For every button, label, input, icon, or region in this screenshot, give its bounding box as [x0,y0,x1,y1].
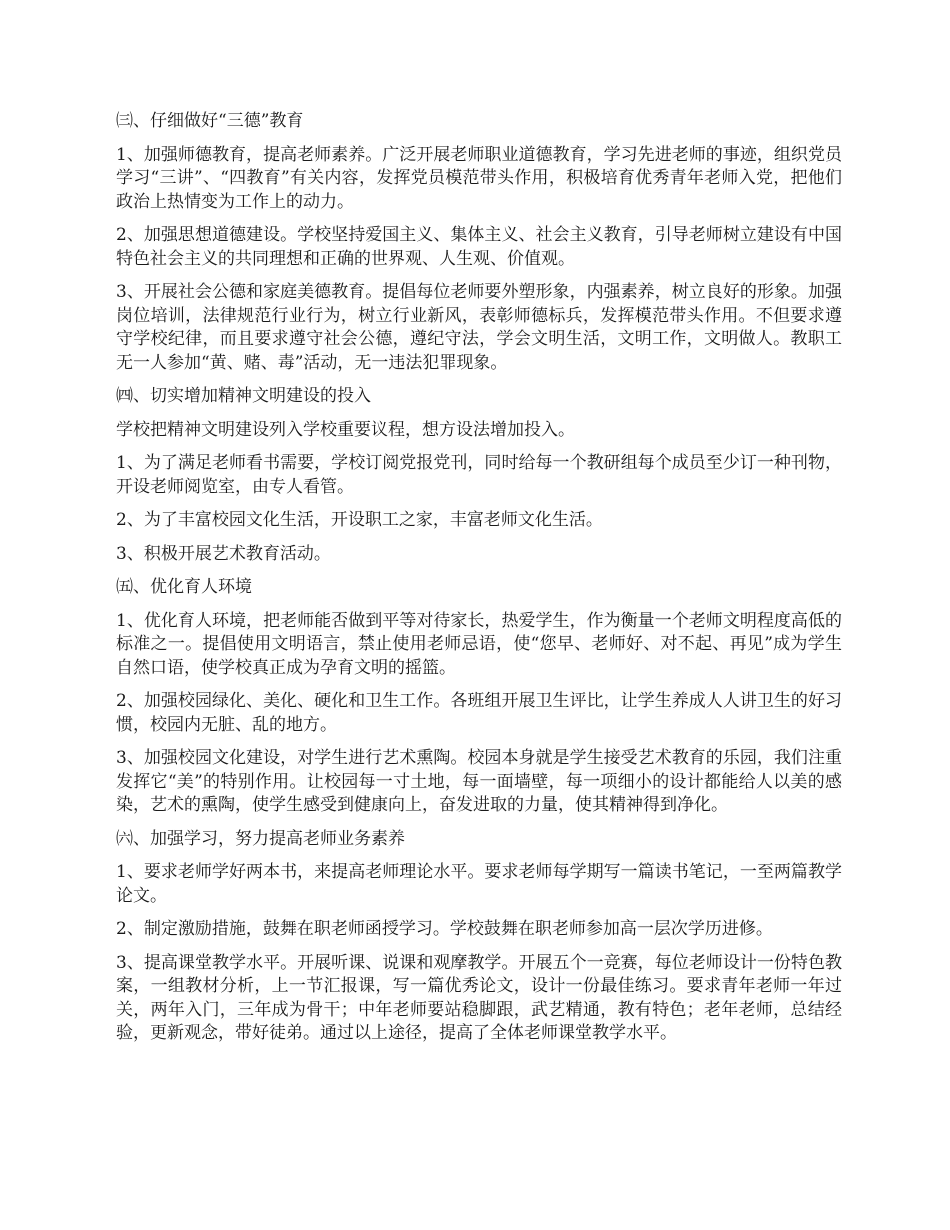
paragraph: 1、要求老师学好两本书，来提高老师理论水平。要求老师每学期写一篇读书笔记，一至两篇教学论文。 [116,862,842,906]
paragraph: 3、积极开展艺术教育活动。 [116,543,331,564]
paragraph: 3、开展社会公德和家庭美德教育。提倡每位老师要外塑形象，内强素养，树立良好的形象。加强岗位培训，法律规范行业行为，树立行业新风，表彰师德标兵，发挥模范带头作用。不但要求遵守学校纪律，而且要求遵守社会公德，遵纪守法，学会文明生活，文明工作，文明做人。教职工无一人参加“黄、赌、毒”活动，无一违法犯罪现象。 [116,282,842,373]
paragraph: 学校把精神文明建设列入学校重要议程，想方设法增加投入。 [116,419,575,440]
section-environment [116,576,842,818]
section-heading: ㈥、加强学习，努力提高老师业务素养 [116,828,405,849]
section-three-virtues [116,110,842,375]
paragraph: 3、加强校园文化建设，对学生进行艺术熏陶。校园本身就是学生接受艺术教育的乐园，我们注重发挥它“美”的特别作用。让校园每一寸土地，每一面墙壁，每一项细小的设计都能给人以美的感染，艺术的熏陶，使学生感受到健康向上，奋发进取的力量，使其精神得到净化。 [116,748,842,815]
paragraph: 3、提高课堂教学水平。开展听课、说课和观摩教学。开展五个一竞赛，每位老师设计一份特色教案，一组教材分析，上一节汇报课，写一篇优秀论文，设计一份最佳练习。要求青年老师一年过关，两年入门，三年成为骨干；中年老师要站稳脚跟，武艺精通，教有特色；老年老师，总结经验，更新观念，带好徒弟。通过以上途径，提高了全体老师课堂教学水平。 [116,952,842,1043]
section-heading: ㈤、优化育人环境 [116,577,252,597]
paragraph: 1、为了满足老师看书需要，学校订阅党报党刊，同时给每一个教研组每个成员至少订一种刊物，开设老师阅览室，由专人看管。 [116,453,842,497]
paragraph: 2、为了丰富校园文化生活，开设职工之家，丰富老师文化生活。 [116,510,603,530]
section-investment [116,385,842,566]
section-heading: ㈢、仔细做好“三德”教育 [116,111,304,131]
paragraph: 2、加强校园绿化、美化、硬化和卫生工作。各班组开展卫生评比，让学生养成人人讲卫生的好习惯，校园内无脏、乱的地方。 [116,691,842,735]
document-body [116,110,842,1056]
section-study [116,828,842,1046]
paragraph: 2、制定激励措施，鼓舞在职老师函授学习。学校鼓舞在职老师参加高一层次学历进修。 [116,919,773,939]
section-heading: ㈣、切实增加精神文明建设的投入 [116,386,371,406]
paragraph: 1、优化育人环境，把老师能否做到平等对待家长，热爱学生，作为衡量一个老师文明程度高低的标准之一。提倡使用文明语言，禁止使用老师忌语，使“您早、老师好、对不起、再见”成为学生自然口语，使学校真正成为孕育文明的摇篮。 [116,610,842,678]
paragraph: 2、加强思想道德建设。学校坚持爱国主义、集体主义、社会主义教育，引导老师树立建设有中国特色社会主义的共同理想和正确的世界观、人生观、价值观。 [116,225,842,269]
paragraph: 1、加强师德教育，提高老师素养。广泛开展老师职业道德教育，学习先进老师的事迹，组织党员学习“三讲”、“四教育”有关内容，发挥党员模范带头作用，积极培育优秀青年老师入党，把他们政治上热情变为工作上的动力。 [116,144,842,212]
